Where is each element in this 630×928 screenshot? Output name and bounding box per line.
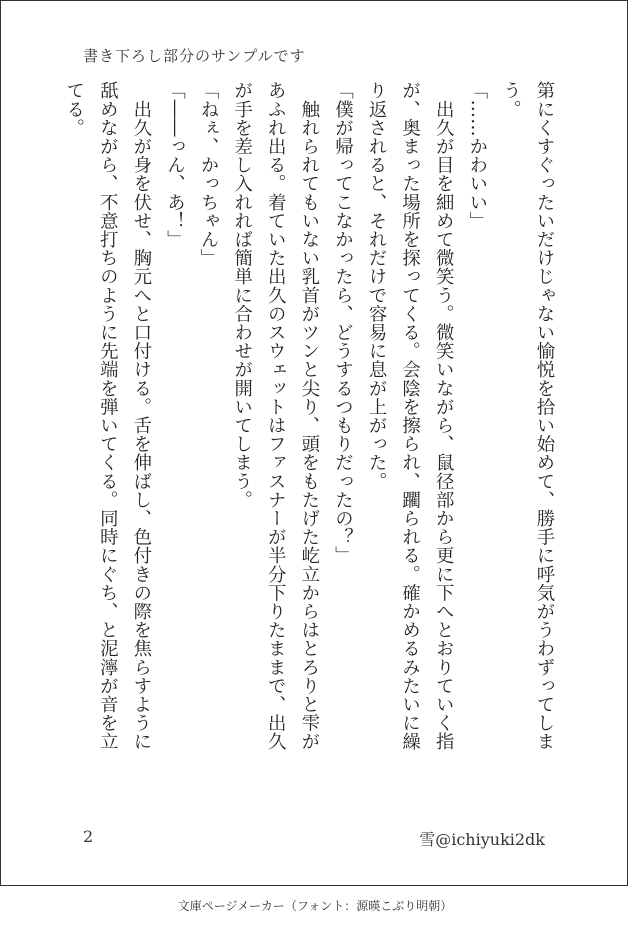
text-line: 触れられてもいない乳首がツンと尖り、頭をもたげた屹立からはとろりと雫が — [298, 81, 320, 751]
text-line: 「――っん、あ！」 — [164, 81, 186, 249]
text-line: 「ねぇ、かっちゃん」 — [198, 81, 220, 267]
generator-credit: 文庫ページメーカー（フォント：源暎こぶり明朝） — [177, 899, 453, 913]
text-line: てる。 — [63, 81, 85, 137]
vertical-body-text — [63, 81, 561, 786]
text-line: あふれ出る。着ていた出久のスウェットはファスナーが半分下りたままで、出久 — [265, 81, 287, 751]
text-line: 「僕が帰ってこなかったら、どうするつもりだったの？」 — [332, 81, 354, 565]
page-number: 2 — [83, 827, 94, 846]
text-line: 出久が目を細めて微笑う。微笑いながら、鼠径部から更に下へとおりていく指 — [433, 81, 455, 751]
text-line: う。 — [500, 81, 522, 119]
text-line: が手を差し入れれば簡単に合わせが開いてしまう。 — [231, 81, 253, 509]
page-header-title: 書き下ろし部分のサンプルです — [83, 47, 306, 65]
text-line: が、奥まった場所を探ってくる。会陰を擦られ、躙られる。確かめるみたいに繰 — [399, 81, 421, 751]
text-line: 出久が身を伏せ、胸元へと口付ける。舌を伸ばし、色付きの際を焦らすように — [130, 81, 152, 751]
text-line: 「……かわいい」 — [466, 81, 488, 230]
author-credit: 雪@ichiyuki2dk — [419, 830, 545, 849]
text-line: 第にくすぐったいだけじゃない愉悦を拾い始めて、勝手に呼気がうわずってしま — [534, 81, 555, 751]
text-line: り返されると、それだけで容易に息が上がった。 — [366, 81, 388, 491]
text-line: 舐めながら、不意打ちのように先端を弾いてくる。同時にぐち、と泥濘が音を立 — [97, 81, 119, 751]
